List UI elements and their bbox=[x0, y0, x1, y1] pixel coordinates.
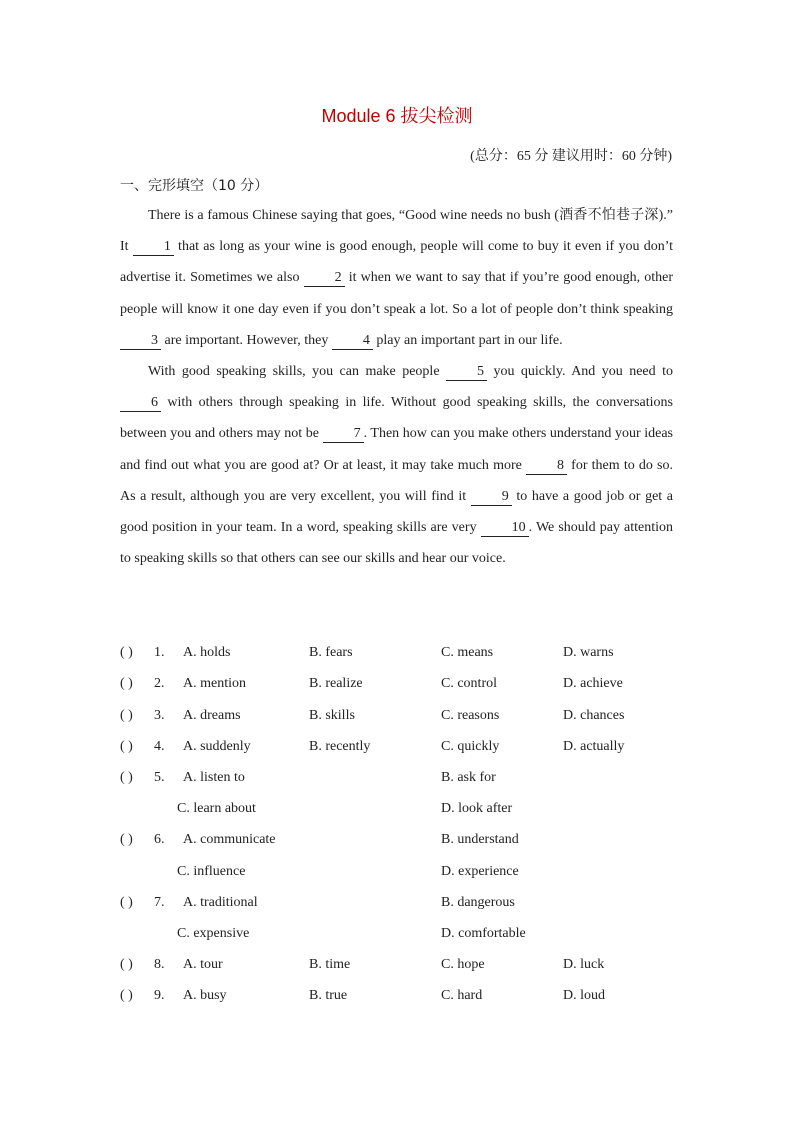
option-d[interactable]: D. chances bbox=[563, 708, 625, 723]
question-6-row-2 bbox=[120, 864, 680, 884]
question-7-row-2 bbox=[120, 926, 680, 946]
option-b[interactable]: B. understand bbox=[441, 832, 519, 847]
answer-bracket[interactable]: ( ) bbox=[120, 832, 133, 847]
option-c[interactable]: C. quickly bbox=[441, 739, 500, 754]
answer-bracket[interactable]: ( ) bbox=[120, 645, 133, 660]
option-a[interactable]: A. listen to bbox=[183, 770, 245, 785]
option-b[interactable]: B. ask for bbox=[441, 770, 496, 785]
blank-1: 1 bbox=[133, 239, 174, 256]
passage-text: . Then how can you make others understand your ideas and find out what you are good at? Or at least, it may take much more bbox=[120, 426, 674, 473]
option-d[interactable]: D. look after bbox=[441, 801, 513, 816]
passage-text: . We should pay attention to speaking skills so that others can see our skills and hear our voice. bbox=[120, 520, 674, 567]
passage-text: with others through speaking in life. Without good speaking skills, the conversations between you and others may not be bbox=[120, 395, 673, 442]
blank-2: 2 bbox=[304, 270, 345, 287]
option-d[interactable]: D. experience bbox=[441, 864, 519, 879]
blank-4: 4 bbox=[332, 333, 373, 350]
question-9 bbox=[120, 988, 680, 1008]
option-a[interactable]: A. holds bbox=[183, 645, 231, 660]
answer-bracket[interactable]: ( ) bbox=[120, 676, 133, 691]
answer-bracket[interactable]: ( ) bbox=[120, 957, 133, 972]
option-b[interactable]: B. skills bbox=[309, 708, 355, 723]
option-a[interactable]: A. mention bbox=[183, 676, 246, 691]
question-6 bbox=[120, 832, 680, 852]
question-8 bbox=[120, 957, 680, 977]
option-a[interactable]: A. dreams bbox=[183, 708, 241, 723]
option-b[interactable]: B. realize bbox=[309, 676, 363, 691]
blank-9: 9 bbox=[471, 489, 512, 506]
blank-8: 8 bbox=[526, 458, 567, 475]
question-number: 3. bbox=[154, 708, 165, 723]
question-number: 5. bbox=[154, 770, 165, 785]
option-c[interactable]: C. expensive bbox=[177, 926, 250, 941]
option-c[interactable]: C. control bbox=[441, 676, 497, 691]
answer-bracket[interactable]: ( ) bbox=[120, 895, 133, 910]
option-a[interactable]: A. suddenly bbox=[183, 739, 251, 754]
option-d[interactable]: D. warns bbox=[563, 645, 614, 660]
blank-5: 5 bbox=[446, 364, 487, 381]
question-5 bbox=[120, 770, 680, 790]
question-number: 1. bbox=[154, 645, 165, 660]
cloze-passage bbox=[120, 200, 673, 574]
blank-3: 3 bbox=[120, 333, 161, 350]
passage-text: you quickly. And you need to bbox=[487, 364, 673, 380]
option-b[interactable]: B. true bbox=[309, 988, 348, 1003]
question-4 bbox=[120, 739, 680, 759]
question-3 bbox=[120, 708, 680, 728]
option-c[interactable]: C. learn about bbox=[177, 801, 256, 816]
question-7 bbox=[120, 895, 680, 915]
option-c[interactable]: C. reasons bbox=[441, 708, 500, 723]
answer-bracket[interactable]: ( ) bbox=[120, 770, 133, 785]
option-a[interactable]: A. communicate bbox=[183, 832, 276, 847]
passage-paragraph-1 bbox=[120, 200, 673, 356]
blank-7: 7 bbox=[323, 426, 364, 443]
page-title: Module 6 拔尖检测 bbox=[321, 106, 473, 126]
option-b[interactable]: B. dangerous bbox=[441, 895, 515, 910]
option-d[interactable]: D. comfortable bbox=[441, 926, 526, 941]
question-1 bbox=[120, 645, 680, 665]
question-number: 2. bbox=[154, 676, 165, 691]
question-number: 8. bbox=[154, 957, 165, 972]
answer-bracket[interactable]: ( ) bbox=[120, 708, 133, 723]
passage-text: for them to do so. As a result, although you are very excellent, you will find it bbox=[120, 457, 673, 504]
option-c[interactable]: C. hope bbox=[441, 957, 485, 972]
question-5-row-2 bbox=[120, 801, 680, 821]
passage-text: There is a famous Chinese saying that goes, “Good wine needs no bush (酒香不怕巷子深).” It bbox=[120, 208, 673, 255]
option-d[interactable]: D. luck bbox=[563, 957, 605, 972]
option-a[interactable]: A. busy bbox=[183, 988, 227, 1003]
passage-text: play an important part in our life. bbox=[372, 332, 563, 348]
option-c[interactable]: C. hard bbox=[441, 988, 483, 1003]
option-b[interactable]: B. fears bbox=[309, 645, 353, 660]
question-number: 7. bbox=[154, 895, 165, 910]
section-title: 一、完形填空（10 分） bbox=[120, 178, 269, 194]
test-info: (总分：65 分 建议用时：60 分钟) bbox=[470, 149, 672, 164]
passage-text: that as long as your wine is good enough, people will come to buy it even if you don’t advertise it. Sometimes we also bbox=[120, 239, 673, 286]
question-number: 9. bbox=[154, 988, 165, 1003]
question-number: 4. bbox=[154, 739, 165, 754]
passage-text: it when we want to say that if you’re good enough, other people will know it one day even if you don’t speak a lot. So a lot of people don’t think speaking bbox=[120, 270, 673, 317]
question-2 bbox=[120, 676, 680, 696]
blank-10: 10 bbox=[481, 520, 529, 537]
option-a[interactable]: A. traditional bbox=[183, 895, 258, 910]
option-d[interactable]: D. loud bbox=[563, 988, 605, 1003]
passage-text: to have a good job or get a good position in your team. In a word, speaking skills are very bbox=[120, 488, 673, 536]
option-c[interactable]: C. means bbox=[441, 645, 494, 660]
option-d[interactable]: D. achieve bbox=[563, 676, 623, 691]
blank-6: 6 bbox=[120, 395, 161, 412]
passage-text: are important. However, they bbox=[161, 332, 332, 348]
question-number: 6. bbox=[154, 832, 165, 847]
option-c[interactable]: C. influence bbox=[177, 864, 246, 879]
answer-bracket[interactable]: ( ) bbox=[120, 988, 133, 1003]
answer-bracket[interactable]: ( ) bbox=[120, 739, 133, 754]
passage-paragraph-2 bbox=[120, 356, 673, 574]
option-b[interactable]: B. recently bbox=[309, 739, 371, 754]
option-d[interactable]: D. actually bbox=[563, 739, 625, 754]
option-a[interactable]: A. tour bbox=[183, 957, 223, 972]
option-b[interactable]: B. time bbox=[309, 957, 351, 972]
passage-text: With good speaking skills, you can make people bbox=[148, 364, 446, 380]
